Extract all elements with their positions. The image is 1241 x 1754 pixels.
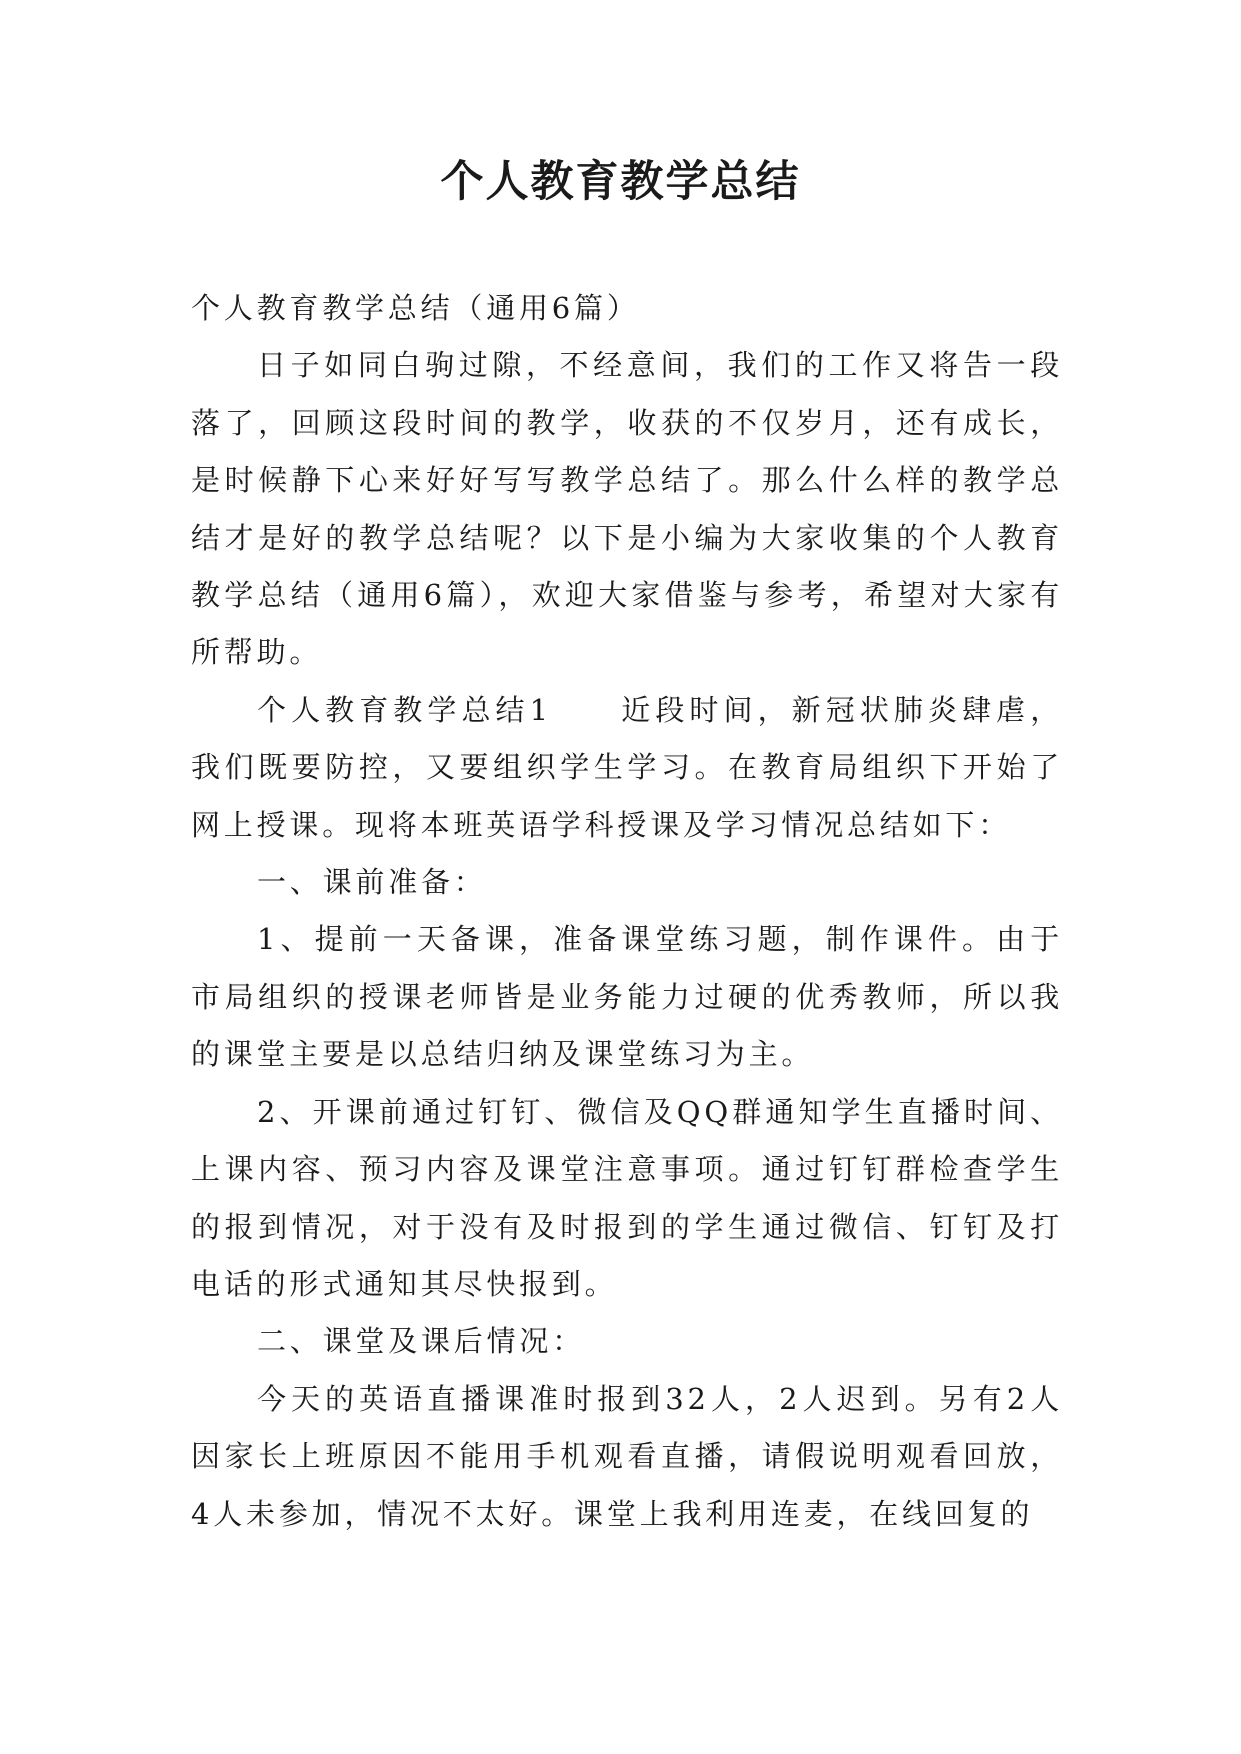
list-item-2: 2、开课前通过钉钉、微信及QQ群通知学生直播时间、上课内容、预习内容及课堂注意事项。通过钉钉群检查学生的报到情况，对于没有及时报到的学生通过微信、钉钉及打电话的形式通知其尽快报到。 xyxy=(191,1094,1063,1301)
section-heading-preparation: 一、课前准备： xyxy=(257,865,487,900)
section-heading-classroom: 二、课堂及课后情况： xyxy=(257,1324,586,1359)
paragraph-subtitle: 个人教育教学总结（通用6篇） xyxy=(191,291,640,325)
paragraph-attendance: 今天的英语直播课准时报到32人，2人迟到。另有2人因家长上班原因不能用手机观看直播，请假说明观看回放，4人未参加，情况不太好。课堂上我利用连麦，在线回复的 xyxy=(191,1381,1063,1531)
document-body xyxy=(191,280,1063,1543)
list-item-1: 1、提前一天备课，准备课堂练习题，制作课件。由于市局组织的授课老师皆是业务能力过硬的优秀教师，所以我的课堂主要是以总结归纳及课堂练习为主。 xyxy=(191,922,1063,1072)
paragraph-intro: 日子如同白驹过隙，不经意间，我们的工作又将告一段落了，回顾这段时间的教学，收获的不仅岁月，还有成长，是时候静下心来好好写写教学总结了。那么什么样的教学总结才是好的教学总结呢？以下是小编为大家收集的个人教育教学总结（通用6篇），欢迎大家借鉴与参考，希望对大家有所帮助。 xyxy=(191,348,1063,670)
paragraph-summary-1: 个人教育教学总结1 近段时间，新冠状肺炎肆虐，我们既要防控，又要组织学生学习。在教育局组织下开始了网上授课。现将本班英语学科授课及学习情况总结如下： xyxy=(191,692,1063,842)
document-title: 个人教育教学总结 xyxy=(440,157,801,207)
